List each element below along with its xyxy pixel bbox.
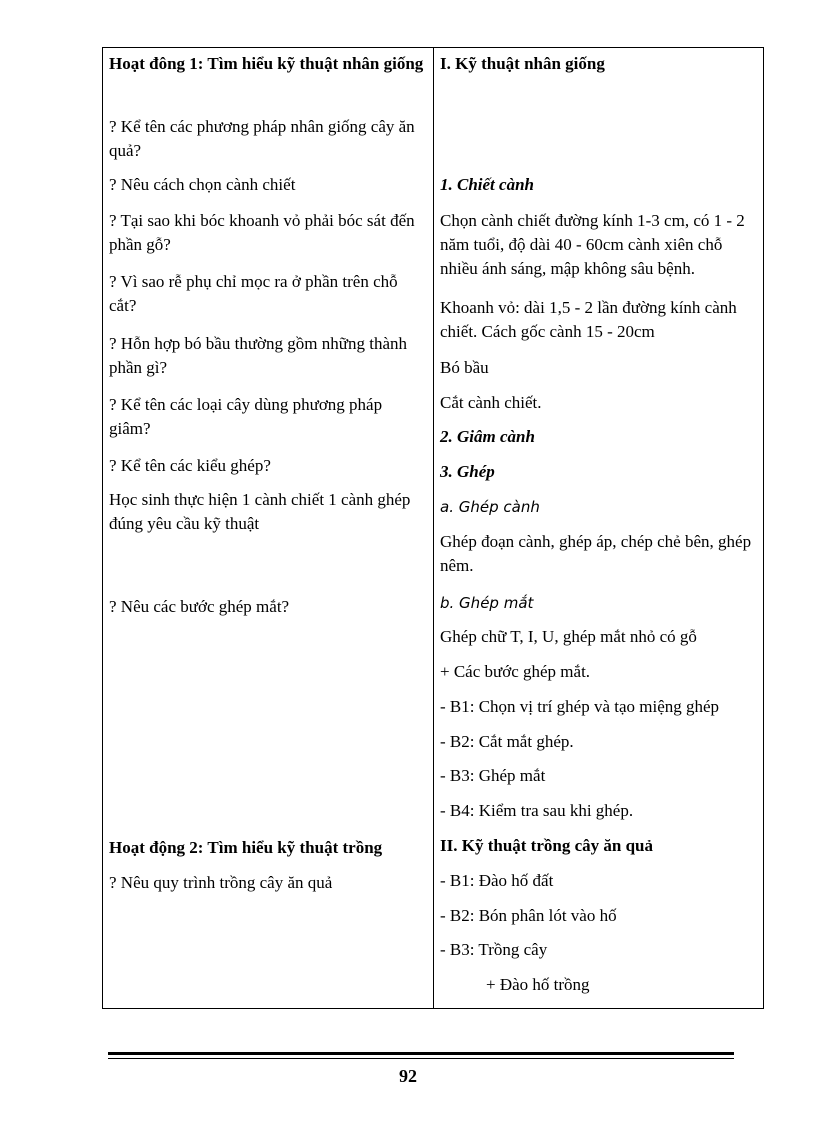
question-bud-steps: ? Nêu các bước ghép mắt?	[109, 597, 290, 616]
content-column	[440, 48, 760, 1008]
section2-title: II. Kỹ thuật trồng cây ăn quả	[440, 836, 654, 855]
graft-a-title: a. Ghép cành	[440, 498, 540, 516]
plant-step-1: - B1: Đào hố đất	[440, 871, 554, 890]
steps-title: + Các bước ghép mắt.	[440, 662, 591, 681]
plant-step-3: - B3: Trồng cây	[440, 940, 548, 959]
wrap-text: Bó bầu	[440, 358, 489, 377]
section1-title: I. Kỹ thuật nhân giống	[440, 54, 605, 73]
graft-a-desc: Ghép đoạn cành, ghép áp, chép chẻ bên, ghép nêm.	[440, 532, 752, 575]
practice-task: Học sinh thực hiện 1 cành chiết 1 cành ghép đúng yêu cầu kỹ thuật	[109, 490, 411, 533]
sub1-title: 1. Chiết cành	[440, 175, 534, 194]
question-cuttings: ? Kể tên các loại cây dùng phương pháp giâm?	[109, 395, 383, 438]
step-2: - B2: Cắt mắt ghép.	[440, 732, 574, 751]
plant-step-2: - B2: Bón phân lót vào hố	[440, 906, 617, 925]
column-divider	[433, 48, 434, 1008]
question-mix: ? Hỗn hợp bó bầu thường gồm những thành phần gì?	[109, 334, 407, 377]
question-planting: ? Nêu quy trình trồng cây ăn quả	[109, 873, 333, 892]
step-3: - B3: Ghép mắt	[440, 766, 546, 785]
question-ring-bark: ? Tại sao khi bóc khoanh vỏ phải bóc sát đến phần gỗ?	[109, 211, 415, 254]
graft-b-title: b. Ghép mắt	[440, 594, 534, 612]
plant-step-3a: + Đào hố trồng	[486, 975, 590, 994]
activity1-title: Hoạt đông 1: Tìm hiểu kỹ thuật nhân giống	[109, 54, 424, 73]
cut-text: Cắt cành chiết.	[440, 393, 542, 412]
step-4: - B4: Kiểm tra sau khi ghép.	[440, 801, 634, 820]
activity2-title: Hoạt động 2: Tìm hiểu kỹ thuật trồng	[109, 838, 383, 857]
question-methods: ? Kể tên các phương pháp nhân giống cây ăn quả?	[109, 117, 415, 160]
content-table	[102, 47, 764, 1009]
question-roots: ? Vì sao rễ phụ chỉ mọc ra ở phần trên chỗ cắt?	[109, 272, 398, 315]
activities-column	[109, 48, 427, 1008]
footer-rule	[108, 1052, 734, 1055]
question-graft-types: ? Kể tên các kiểu ghép?	[109, 456, 271, 475]
page-number: 92	[399, 1066, 417, 1086]
graft-b-desc: Ghép chữ T, I, U, ghép mắt nhỏ có gỗ	[440, 627, 697, 646]
footer-rule-thin	[108, 1058, 734, 1059]
ring-bark-text: Khoanh vỏ: dài 1,5 - 2 lần đường kính cành chiết. Cách gốc cành 15 - 20cm	[440, 298, 737, 341]
sub3-title: 3. Ghép	[440, 462, 495, 481]
choose-branch-text: Chọn cành chiết đường kính 1-3 cm, có 1 - 2 năm tuổi, độ dài 40 - 60cm cành xiên chỗ nhiều ánh sáng, mập không sâu bệnh.	[440, 211, 745, 278]
question-choose-branch: ? Nêu cách chọn cành chiết	[109, 175, 296, 194]
sub2-title: 2. Giâm cành	[440, 427, 535, 446]
step-1: - B1: Chọn vị trí ghép và tạo miệng ghép	[440, 697, 720, 716]
